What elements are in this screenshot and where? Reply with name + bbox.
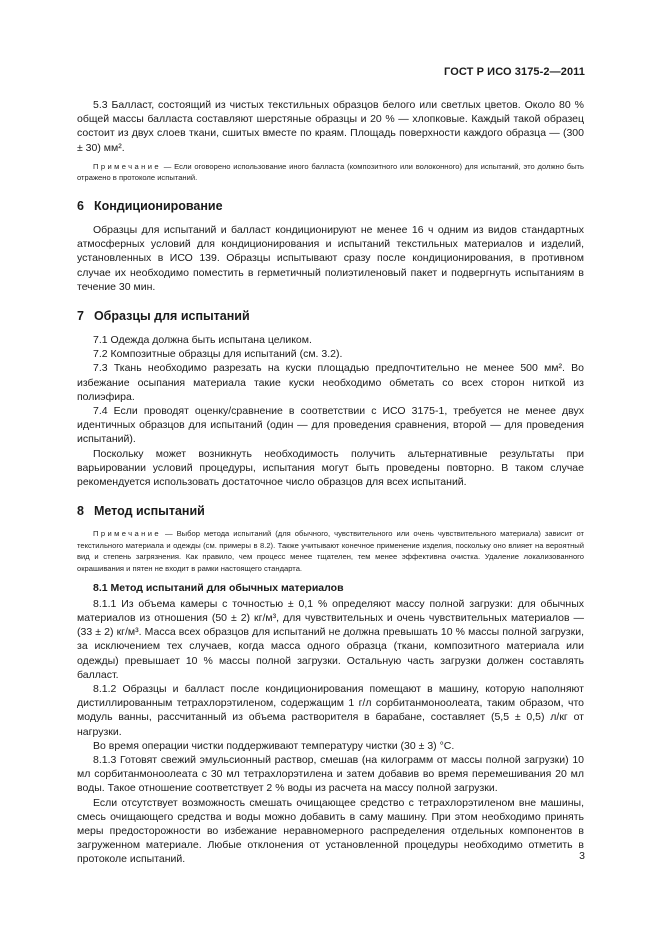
note-label: Примечание xyxy=(93,529,161,539)
note-5 xyxy=(77,161,584,184)
paragraph-5-3: 5.3 Балласт, состоящий из чистых текстильных образцов белого или светлых цветов. Около 80 % общей массы балласта составляют шерстяные образцы и 20 % — хлопковые. Каждый такой образец состоит из двух слоев ткани, сшитых вместе по краям. Площадь поверхности каждого образца — (300 ± 30) мм². xyxy=(77,99,584,154)
paragraph-6: Образцы для испытаний и балласт кондиционируют не менее 16 ч одним из видов стандартных атмосферных условий для кондиционирования и испытаний текстильных материалов и изделий, установленных в ИСО 139. Образцы испытывают сразу после кондиционирования, в противном случае их необходимо поместить в герметичный полиэтиленовый пакет и подвергнуть испытаниям в течение 30 мин. xyxy=(77,224,584,293)
note-text: — Если оговорено использование иного балласта (композитного или волоконного) для испытаний, это должно быть отражено в протоколе испытаний. xyxy=(77,161,584,183)
document-header: ГОСТ Р ИСО 3175-2—2011 xyxy=(444,66,585,78)
paragraph-8-1-3b: Если отсутствует возможность смешать очищающее средство с тетрахлорэтиленом вне машины, смесь очищающего средства и воды можно добавить в саму машину. При этом необходимо принять меры предосторожности во избежание неравномерного распределения отдельных компонентов в загруженном материале. Любые отклонения от установленной процедуры необходимо отметить в протоколе испытаний. xyxy=(77,796,584,866)
section-8-1-heading: 8.1 Метод испытаний для обычных материалов xyxy=(93,581,344,594)
document-body xyxy=(77,98,584,867)
paragraph-8-1-2: 8.1.2 Образцы и балласт после кондиционирования помещают в машину, которую наполняют дистиллированным тетрахлорэтиленом, содержащим 1 г/л сорбитанмоноолеата, таким образом, что модуль ванны, рассчитанный из объема растворителя в барабане, составляет (5,5 ± 0,5) л/кг от нагрузки. xyxy=(77,683,584,738)
paragraph-7-2: 7.2 Композитные образцы для испытаний (см. 3.2). xyxy=(93,348,343,361)
note-label: Примечание xyxy=(93,161,161,171)
section-title: Образцы для испытаний xyxy=(93,309,250,324)
paragraph-8-1-2b: Во время операции чистки поддерживают температуру чистки (30 ± 3) °С. xyxy=(93,739,455,752)
page-number: 3 xyxy=(579,850,585,862)
section-title: Кондиционирование xyxy=(93,199,223,213)
paragraph-7-5: Поскольку может возникнуть необходимость получить альтернативные результаты при варьировании условий процедуры, испытания могут быть проведены повторно. В таком случае рекомендуется использовать достаточное число образцов для всех испытаний. xyxy=(77,447,584,489)
section-title: Метод испытаний xyxy=(93,504,205,519)
paragraph-8-1-1: 8.1.1 Из объема камеры с точностью ± 0,1 % определяют массу полной загрузки: для обычных материалов из отношения (50 ± 2) кг/м³, для чувствительных и очень чувствительных материалов — (33 ± 2) кг/м³. Масса всех образцов для испытаний не должна превышать 10 % массы полной загрузки, за исключением тех случаев, когда масса одного образца (ткани, композитного материала или одежды) превышает 10 % массы полной загрузки. Остальную часть загрузки должен составлять балласт. xyxy=(77,597,584,681)
section-number: 6 xyxy=(77,199,84,213)
paragraph-8-1-3: 8.1.3 Готовят свежий эмульсионный раствор, смешав (на килограмм от массы полной загрузки) 10 мл сорбитанмоноолеата с 30 мл тетрахлорэтилена и затем добавив во время перемешивания 20 мл воды. Такое отношение соответствует 2 % воды из расчета на массу полной загрузки. xyxy=(77,754,584,795)
note-text: — Выбор метода испытаний (для обычного, чувствительного или очень чувствительного материала) зависит от текстильного материала и одежды (см. примеры в 8.2). Также учитывают конечное применение изделия, поскольку оно влияет на вероятный вид и степень загрязнения. Как правило, чем процесс менее тщателен, тем менее эффективна очистка. Удаление локализованного окрашивания и пятен не входит в рамки настоящего стандарта. xyxy=(77,529,584,574)
section-number: 7 xyxy=(77,309,84,324)
section-8-heading xyxy=(77,503,584,519)
paragraph-7-3: 7.3 Ткань необходимо разрезать на куски площадью предпочтительно не менее 500 мм². Во избежание осыпания материала такие куски необходимо обметать со всех сторон ниткой из полиэфира. xyxy=(77,362,584,403)
section-7-heading xyxy=(77,308,584,324)
section-number: 8 xyxy=(77,504,84,519)
paragraph-7-1: 7.1 Одежда должна быть испытана целиком. xyxy=(93,334,312,347)
paragraph-7-4: 7.4 Если проводят оценку/сравнение в соответствии с ИСО 3175-1, требуется не менее двух идентичных образцов для испытаний (один — для проведения сравнения, второй — для проведения испытаний). xyxy=(77,405,584,446)
section-6-heading xyxy=(77,198,584,214)
note-8 xyxy=(77,528,584,574)
